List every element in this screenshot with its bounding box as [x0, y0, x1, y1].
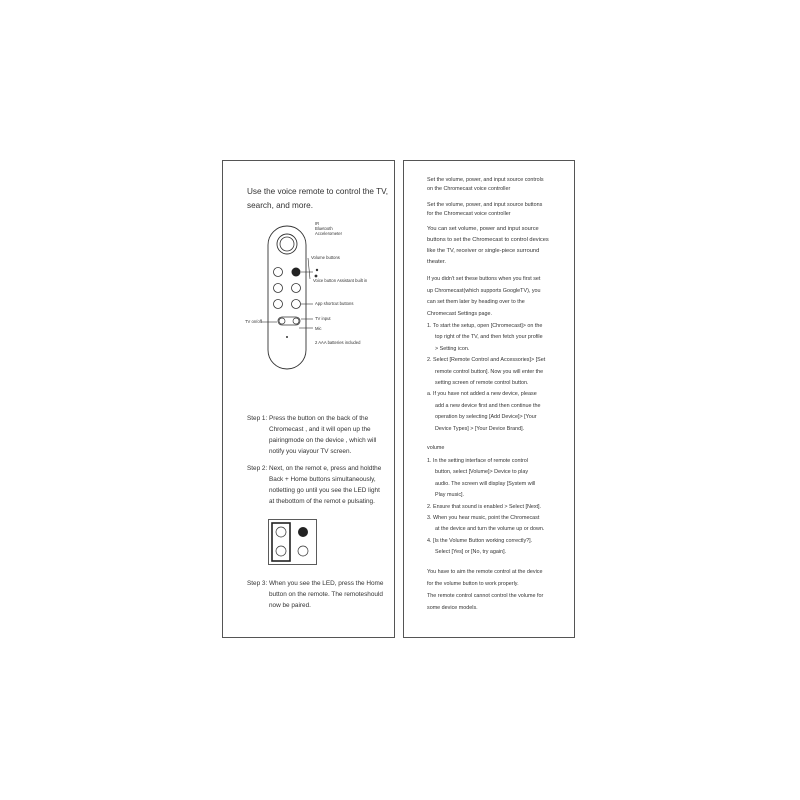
- step2-title: Step 2:: [247, 465, 268, 472]
- para-1: Set the volume, power, and input source controls on the Chromecast voice controller: [427, 177, 544, 192]
- assistant-button-icon: [292, 268, 301, 277]
- step2-text: Next, on the remot e, press and holdthe Back + Home buttons simultaneously, notletting go until you see the LED light at thebottom of the remot e pulsating.: [269, 465, 382, 505]
- select-button-icon: [280, 237, 294, 251]
- para-5: You have to aim the remote control at the device for the volume button to work properly.: [427, 569, 543, 587]
- volume-item-3: 3. When you hear music, point the Chromecast at the device and turn the volume up or down.: [427, 515, 545, 533]
- mute-button-icon: [298, 546, 308, 556]
- label-app-shortcut: App shortcut buttons: [315, 301, 354, 306]
- para-2: Set the volume, power, and input source buttons for the Chromecast voice controller: [427, 202, 543, 217]
- back-button-icon: [274, 268, 283, 277]
- power-button-icon: [279, 318, 285, 324]
- home-button-icon: [276, 546, 286, 556]
- step1-text: Press the button on the back of the Chromecast , and it will open up the pairingmode on the device , which will notify you viayour TV screen.: [269, 415, 377, 455]
- headline: [247, 185, 388, 212]
- headline-line-2: search, and more.: [247, 200, 313, 210]
- assistant-button-icon: [298, 527, 308, 537]
- app-button-1-icon: [274, 300, 283, 309]
- step3-text: When you see the LED, press the Home button on the remote. The remoteshould now be paired.: [269, 580, 384, 609]
- setup-item-a: a. If you have not added a new device, please add a new device first and then continue the operation by selecting [Add Device]> [Your Device Types] > [Your Device Brand].: [427, 391, 541, 432]
- label-batteries: 2 AAA batteries included: [315, 340, 361, 345]
- home-button-icon: [274, 284, 283, 293]
- para-6: The remote control cannot control the volume for some device models.: [427, 593, 544, 611]
- mute-button-icon: [292, 284, 301, 293]
- volume-item-4: 4. [Is the Volume Button working correctly?]. Select [Yes] or [No, try again].: [427, 537, 533, 556]
- back-home-illustration: [268, 519, 318, 565]
- volume-item-1: 1. In the setting interface of remote control button, select [Volume]> Device to play audio. The screen will display [System will Play music].: [427, 458, 536, 499]
- app-button-2-icon: [292, 300, 301, 309]
- label-ir: IR: [315, 221, 320, 226]
- step1-title: Step 1:: [247, 415, 268, 422]
- highlight-box: [272, 523, 290, 561]
- volume-list: [427, 456, 575, 559]
- headline-line-1: Use the voice remote to control the TV,: [247, 187, 389, 196]
- para-3: You can set volume, power and input source buttons to set the Chromecast to control devices like the TV, receiver or single-piece surround theater.: [427, 226, 549, 265]
- label-tv-onoff: TV on/off: [245, 319, 262, 324]
- para-4: If you didn't set these buttons when you first set up Chromecast(which supports GoogleTV), you can set them later by heading over to the Chromecast Settings page.: [427, 276, 541, 317]
- step3-title: Step 3:: [247, 580, 268, 587]
- right-panel: [403, 160, 575, 638]
- volume-title: volume: [427, 445, 445, 451]
- remote-body: [268, 226, 306, 369]
- label-bluetooth: Bluetooth: [315, 226, 333, 231]
- label-voice: Voice button Assistant built in: [313, 278, 368, 283]
- remote-diagram: [223, 216, 396, 416]
- label-mic: Mic: [315, 326, 322, 331]
- back-button-icon: [276, 527, 286, 537]
- setup-item-2: 2. Select [Remote Control and Accessories]> [Set remote control button]. Now you will enter the setting screen of remote control button.: [427, 357, 546, 387]
- label-accelerometer: Accelerometer: [315, 231, 342, 236]
- volume-item-2: 2. Ensure that sound is enabled > Select [Next].: [427, 503, 542, 510]
- label-volume: Volume buttons: [311, 255, 340, 260]
- setup-item-1: 1. To start the setup, open [Chromecast]> on the top right of the TV, and then fetch your profile > Setting icon.: [427, 323, 543, 352]
- label-tv-input: TV input: [315, 316, 331, 321]
- setup-list: [427, 321, 575, 435]
- left-panel: [222, 160, 395, 638]
- input-button-icon: [293, 318, 299, 324]
